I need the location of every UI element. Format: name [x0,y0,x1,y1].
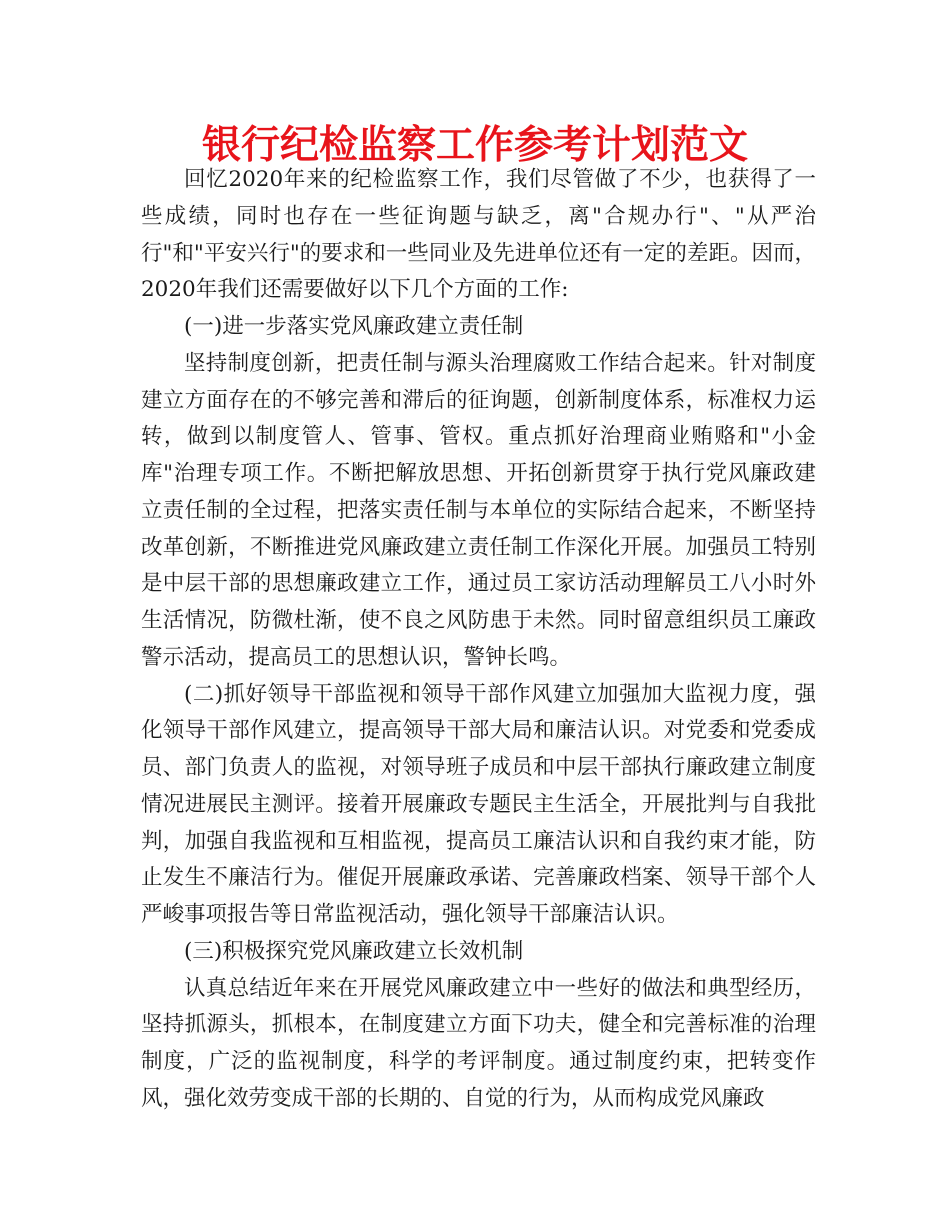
section-heading-1: (一)进一步落实党风廉政建立责任制 [184,314,524,339]
paragraph-section-3: 认真总结近年来在开展党风廉政建立中一些好的做法和典型经历，坚持抓源头，抓根本，在制度建立方面下功夫，健全和完善标准的治理制度，广泛的监视制度，科学的考评制度。通过制度约束，把转变作风，强化效劳变成干部的长期的、自觉的行为，从而构成党风廉政 [141,975,816,1111]
document-body [141,162,816,1118]
paragraph-intro: 回忆2020年来的纪检监察工作，我们尽管做了不少，也获得了一些成绩，同时也存在一些征询题与缺乏，离"合规办行"、"从严治行"和"平安兴行"的要求和一些同业及先进单位还有一定的差距。因而，2020年我们还需要做好以下几个方面的工作: [141,167,816,303]
paragraph-section-1: 坚持制度创新，把责任制与源头治理腐败工作结合起来。针对制度建立方面存在的不够完善和滞后的征询题，创新制度体系，标准权力运转，做到以制度管人、管事、管权。重点抓好治理商业贿赂和"小金库"治理专项工作。不断把解放思想、开拓创新贯穿于执行党风廉政建立责任制的全过程，把落实责任制与本单位的实际结合起来，不断坚持改革创新，不断推进党风廉政建立责任制工作深化开展。加强员工特别是中层干部的思想廉政建立工作，通过员工家访活动理解员工八小时外生活情况，防微杜渐，使不良之风防患于未然。同时留意组织员工廉政警示活动，提高员工的思想认识，警钟长鸣。 [141,350,816,670]
section-heading-3: (三)积极探究党风廉政建立长效机制 [184,938,524,964]
paragraph-section-2: (二)抓好领导干部监视和领导干部作风建立加强加大监视力度，强化领导干部作风建立，提高领导干部大局和廉洁认识。对党委和党委成员、部门负责人的监视，对领导班子成员和中层干部执行廉政建立制度情况进展民主测评。接着开展廉政专题民主生活全，开展批判与自我批判，加强自我监视和互相监视，提高员工廉洁认识和自我约束才能，防止发生不廉洁行为。催促开展廉政承诺、完善廉政档案、领导干部个人严峻事项报告等日常监视活动，强化领导干部廉洁认识。 [141,681,816,927]
document-title: 银行纪检监察工作参考计划范文 [201,123,748,168]
